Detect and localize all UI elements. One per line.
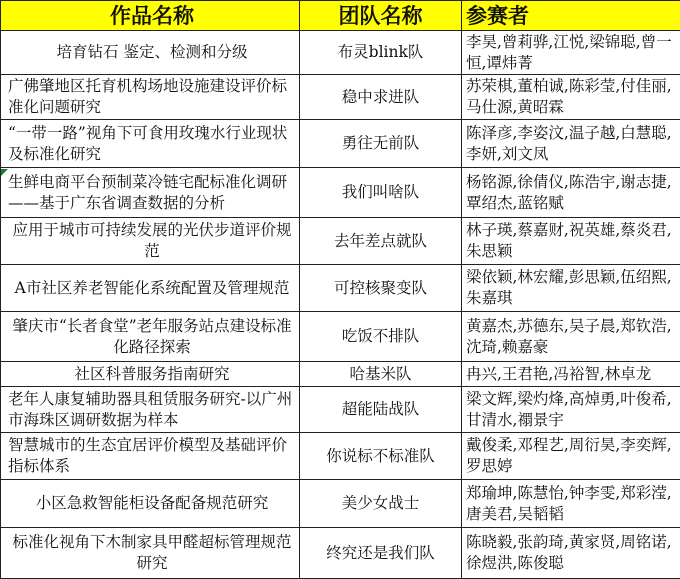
- members-text: 李昊,曾莉骅,江悦,梁锦聪,曾一恒,谭炜菁: [466, 32, 672, 72]
- team-text: 美少女战士: [341, 494, 420, 512]
- title-cell[interactable]: [0, 387, 300, 432]
- table-row: [0, 168, 680, 218]
- members-text: 黄嘉杰,苏德东,吴子晨,郑钦浩,沈琦,赖嘉豪: [466, 316, 672, 356]
- title-text: “一带一路”视角下可食用玫瑰水行业现状及标准化研究: [8, 123, 288, 163]
- table-row: [0, 31, 680, 75]
- team-text: 勇往无前队: [341, 134, 420, 152]
- members-cell[interactable]: [462, 31, 680, 74]
- members-text: 杨铭源,徐倩仪,陈浩宇,谢志捷,覃绍杰,蓝铭赋: [466, 172, 672, 212]
- team-text: 布灵blink队: [337, 43, 424, 61]
- members-cell[interactable]: [462, 362, 680, 386]
- team-text: 超能陆战队: [341, 400, 420, 418]
- members-text: 苏荣棋,董柏诚,陈彩莹,付佳丽,马仕源,黄昭霖: [466, 77, 672, 116]
- title-text: 肇庆市“长者食堂”老年服务站点建设标准化路径探索: [12, 316, 292, 356]
- title-text: 社区科普服务指南研究: [74, 364, 230, 383]
- title-cell[interactable]: [0, 480, 300, 527]
- members-cell[interactable]: [462, 265, 680, 311]
- title-text: 小区急救智能柜设备配备规范研究: [35, 494, 269, 512]
- team-cell[interactable]: [300, 120, 462, 167]
- title-text: 生鲜电商平台预制菜冷链宅配标准化调研——基于广东省调查数据的分析: [8, 172, 288, 212]
- title-text: A市社区养老智能化系统配置及管理规范: [14, 278, 290, 297]
- title-cell[interactable]: [0, 312, 300, 361]
- team-cell[interactable]: [300, 168, 462, 217]
- members-cell[interactable]: [462, 480, 680, 527]
- header-cell-members[interactable]: [462, 1, 680, 30]
- header-row: [0, 0, 680, 31]
- team-text: 终究还是我们队: [326, 543, 435, 562]
- team-text: 哈基米队: [349, 364, 412, 383]
- header-team-label: 团队名称: [338, 2, 423, 28]
- table-row: [0, 120, 680, 168]
- members-text: 梁文辉,梁灼烽,高焯勇,叶俊希,甘清水,禤景宇: [466, 389, 672, 429]
- team-text: 可控核聚变队: [333, 278, 427, 297]
- title-text: 标准化视角下木制家具甲醛超标管理规范研究: [12, 533, 292, 572]
- team-cell[interactable]: [300, 218, 462, 264]
- members-cell[interactable]: [462, 75, 680, 119]
- title-cell[interactable]: [0, 528, 300, 578]
- members-text: 陈晓毅,张韵琦,黄家贤,周铭诺,徐煜洪,陈俊聪: [466, 533, 672, 572]
- team-cell[interactable]: [300, 433, 462, 479]
- members-cell[interactable]: [462, 120, 680, 167]
- table-row: [0, 265, 680, 312]
- header-members-label: 参赛者: [466, 2, 529, 28]
- members-text: 戴俊柔,邓程艺,周衍昊,李奕辉,罗思婷: [466, 436, 672, 475]
- table-body: [0, 31, 680, 579]
- team-text: 吃饭不排队: [341, 327, 420, 345]
- team-cell[interactable]: [300, 528, 462, 578]
- members-cell[interactable]: [462, 168, 680, 217]
- members-cell[interactable]: [462, 433, 680, 479]
- table-row: [0, 387, 680, 433]
- title-cell[interactable]: [0, 433, 300, 479]
- members-text: 郑瑜坤,陈慧怡,钟李雯,郑彩滢,唐美君,吴韬韬: [466, 483, 672, 523]
- members-text: 林子瑛,蔡嘉财,祝英雄,蔡炎君,朱思颖: [466, 221, 672, 260]
- title-text: 老年人康复辅助器具租赁服务研究-以广州市海珠区调研数据为样本: [8, 389, 293, 429]
- members-cell[interactable]: [462, 312, 680, 361]
- title-cell[interactable]: [0, 362, 300, 386]
- team-text: 我们叫啥队: [341, 183, 420, 201]
- team-cell[interactable]: [300, 387, 462, 432]
- team-text: 稳中求进队: [341, 87, 420, 106]
- table-row: [0, 433, 680, 480]
- header-title-label: 作品名称: [110, 2, 194, 28]
- members-text: 冉兴,王君艳,冯裕智,林卓龙: [466, 364, 652, 383]
- table-row: [0, 480, 680, 528]
- title-cell[interactable]: [0, 31, 300, 74]
- title-cell[interactable]: [0, 218, 300, 264]
- table-row: [0, 312, 680, 362]
- title-cell[interactable]: [0, 265, 300, 311]
- title-text: 应用于城市可持续发展的光伏步道评价规范: [12, 221, 292, 260]
- header-cell-team[interactable]: [300, 1, 462, 30]
- table-row: [0, 218, 680, 265]
- team-cell[interactable]: [300, 31, 462, 74]
- members-cell[interactable]: [462, 218, 680, 264]
- title-text: 培育钻石 鉴定、检测和分级: [56, 43, 248, 61]
- members-cell[interactable]: [462, 528, 680, 578]
- members-text: 梁依颖,林宏耀,彭思颖,伍绍熙,朱嘉琪: [466, 268, 672, 307]
- title-cell[interactable]: [0, 75, 300, 119]
- team-cell[interactable]: [300, 312, 462, 361]
- title-text: 广佛肇地区托育机构场地设施建设评价标准化问题研究: [8, 77, 288, 116]
- team-cell[interactable]: [300, 265, 462, 311]
- team-text: 你说标不标准队: [326, 446, 435, 465]
- title-cell[interactable]: [0, 168, 300, 217]
- team-cell[interactable]: [300, 362, 462, 386]
- error-indicator-icon: [1, 169, 8, 176]
- team-cell[interactable]: [300, 75, 462, 119]
- header-cell-title[interactable]: [0, 1, 300, 30]
- members-text: 陈泽彦,李姿汶,温子越,白慧聪,李妍,刘文凤: [466, 123, 672, 163]
- title-cell[interactable]: [0, 120, 300, 167]
- table-row: [0, 362, 680, 387]
- table-row: [0, 528, 680, 579]
- title-text: 智慧城市的生态宜居评价模型及基础评价指标体系: [8, 436, 288, 475]
- members-cell[interactable]: [462, 387, 680, 432]
- team-text: 去年差点就队: [333, 231, 427, 250]
- team-cell[interactable]: [300, 480, 462, 527]
- table-row: [0, 75, 680, 120]
